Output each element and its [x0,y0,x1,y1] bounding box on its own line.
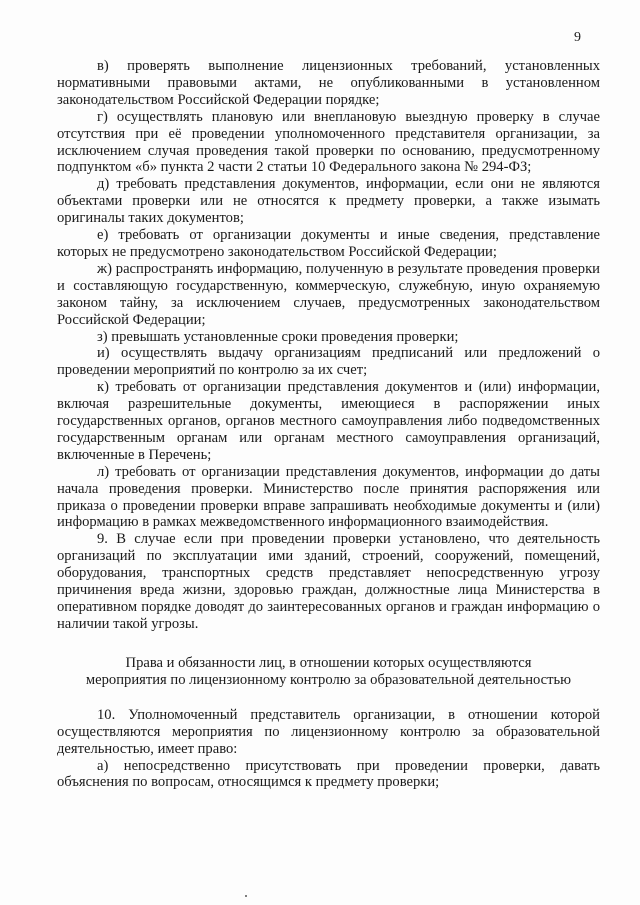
list-item-e: е) требовать от организации документы и иные сведения, представление которых не предусмотрено законодательством Российской Федерации; [57,227,600,260]
list-item-g: г) осуществлять плановую или внеплановую выездную проверку в случае отсутствия при её проведении уполномоченного представителя организации, за исключением случая проведения такой проверки по основанию, предусмотренному подпунктом «б» пункта 2 части 2 статьи 10 Федерального закона № 294-ФЗ; [57,108,600,176]
list-item-v: в) проверять выполнение лицензионных требований, установленных нормативными правовыми актами, не опубликованными в установленном законодательством Российской Федерации порядке; [57,58,600,108]
paragraph-9: 9. В случае если при проведении проверки установлено, что деятельность организаций по эксплуатации ими зданий, строений, сооружений, помещений, оборудования, транспортных средств представляет непосредственную угрозу причинения вреда жизни, здоровью граждан, должностные лица Министерства в оперативном порядке доводят до заинтересованных органов и граждан информацию о наличии такой угрозы. [57,531,600,632]
paragraph-10: 10. Уполномоченный представитель организации, в отношении которой осуществляются мероприятия по лицензионному контролю за образовательной деятельностью, имеет право: [57,706,600,757]
list-item-i: и) осуществлять выдачу организациям предписаний или предложений о проведении мероприятий по контролю за их счет; [57,345,600,379]
page-number: 9 [574,30,581,45]
list-item-l: л) требовать от организации представления документов, информации до даты начала проведения проверки. Министерство после принятия распоряжения или приказа о проведении проверки вправе запрашивать необходимые документы и (или) информацию в рамках межведомственного информационного взаимодействия. [57,463,600,531]
section-heading-line-1: Права и обязанности лиц, в отношении которых осуществляются [125,654,532,671]
section-heading-line-2: мероприятия по лицензионному контролю за образовательной деятельностью [85,671,572,688]
list-item-zh: ж) распространять информацию, полученную в результате проведения проверки и составляющую государственную, коммерческую, служебную, иную охраняемую законом тайну, за исключением случаев, предусмотренных законодательством Российской Федерации; [57,260,600,328]
list-item-d: д) требовать представления документов, информации, если они не являются объектами проверки или не относятся к предмету проверки, а также изымать оригиналы таких документов; [57,176,600,227]
document-body [57,58,600,791]
list-item-k: к) требовать от организации представления документов и (или) информации, включая разрешительные документы, имеющиеся в распоряжении иных государственных органов, органов местного самоуправления либо подведомственных государственным органам или органам местного самоуправления организаций, включенные в Перечень; [57,379,600,463]
scan-artifact [245,895,247,897]
paragraph-10-item-a: а) непосредственно присутствовать при проведении проверки, давать объяснения по вопросам, относящимся к предмету проверки; [57,757,600,791]
section-heading [57,655,600,689]
list-item-z: з) превышать установленные сроки проведения проверки; [97,328,459,345]
